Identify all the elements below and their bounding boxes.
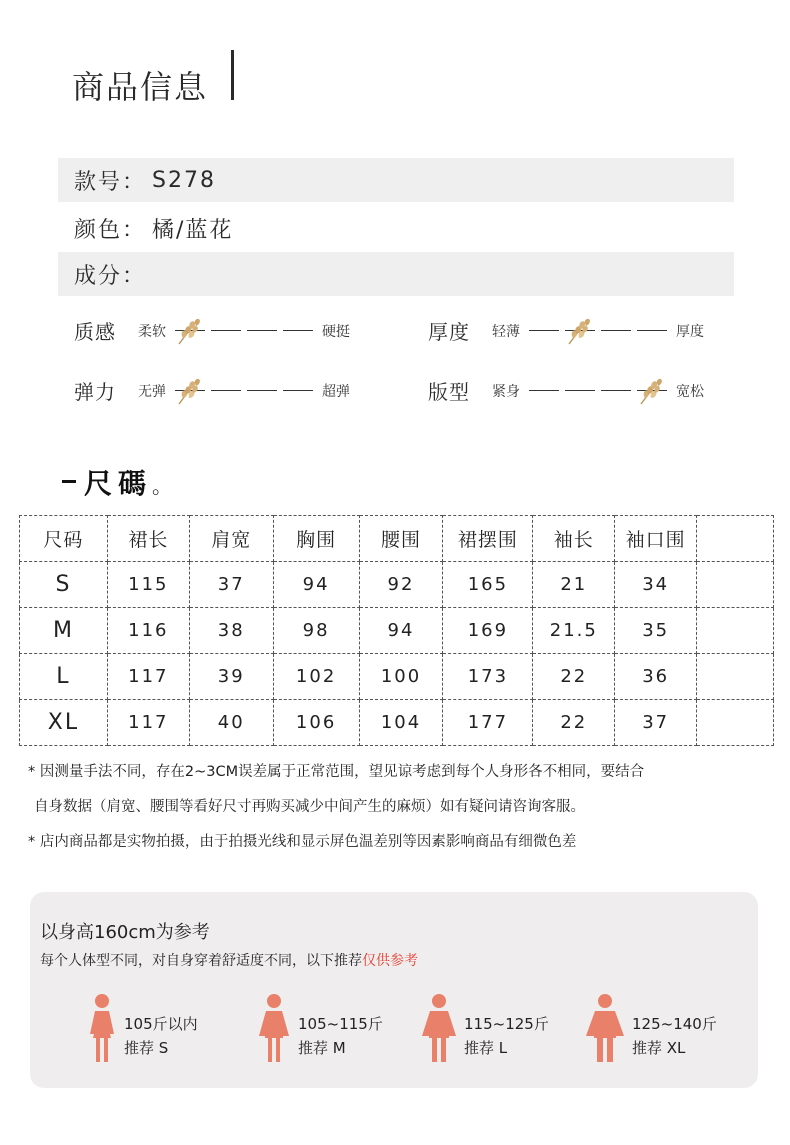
size-title-dot: 。 bbox=[152, 474, 173, 498]
size-section-title bbox=[62, 462, 172, 502]
size-label-cell: L bbox=[20, 654, 108, 700]
figure-weight: 115~125斤 bbox=[464, 1015, 549, 1033]
scale-segment bbox=[565, 330, 595, 331]
figure-xl bbox=[582, 992, 717, 1064]
size-label-cell: M bbox=[20, 608, 108, 654]
wheat-leaf-icon bbox=[565, 314, 595, 346]
note-color: * 店内商品都是实物拍摄，由于拍摄光线和显示屏色温差别等因素影响商品有细微色差 bbox=[28, 834, 577, 850]
table-cell: 165 bbox=[443, 562, 533, 608]
color-label: 颜色： bbox=[74, 217, 147, 243]
table-cell: 34 bbox=[615, 562, 697, 608]
table-cell: 35 bbox=[615, 608, 697, 654]
table-cell: 40 bbox=[189, 700, 273, 746]
scale-segment bbox=[529, 330, 559, 331]
reference-subtitle-accent: 仅供参考 bbox=[362, 953, 418, 969]
table-row bbox=[20, 562, 774, 608]
table-header-cell: 胸围 bbox=[273, 516, 359, 562]
size-table bbox=[19, 515, 774, 746]
scale-segment bbox=[247, 330, 277, 331]
attr-name: 弹力 bbox=[74, 380, 116, 404]
woman-figure-icon bbox=[254, 992, 294, 1064]
attr-low: 柔软 bbox=[138, 323, 166, 340]
wheat-leaf-icon bbox=[175, 374, 205, 406]
note-measure-2: 自身数据（肩宽、腰围等看好尺寸再购买减少中间产生的麻烦）如有疑问请咨询客服。 bbox=[34, 799, 585, 815]
attr-high: 宽松 bbox=[676, 383, 704, 400]
table-header-cell bbox=[697, 516, 774, 562]
table-cell: 104 bbox=[359, 700, 443, 746]
table-header-cell: 裙长 bbox=[107, 516, 189, 562]
woman-figure-icon bbox=[418, 992, 460, 1064]
table-cell bbox=[697, 562, 774, 608]
table-cell: 169 bbox=[443, 608, 533, 654]
color-value: 橘/蓝花 bbox=[152, 217, 234, 243]
title-dash bbox=[62, 480, 76, 483]
attr-low: 轻薄 bbox=[492, 323, 520, 340]
section-title: 商品信息 bbox=[72, 68, 209, 106]
style-number-row bbox=[58, 158, 734, 202]
scale-segment bbox=[211, 390, 241, 391]
attr-fit bbox=[428, 376, 704, 405]
table-cell: 116 bbox=[107, 608, 189, 654]
figure-recommend: 推荐 L bbox=[464, 1039, 508, 1057]
title-divider bbox=[231, 50, 234, 100]
table-cell: 21 bbox=[533, 562, 615, 608]
figure-recommend: 推荐 XL bbox=[632, 1039, 686, 1057]
table-cell: 39 bbox=[189, 654, 273, 700]
style-number-label: 款号： bbox=[74, 169, 147, 195]
table-cell: 22 bbox=[533, 654, 615, 700]
table-cell: 38 bbox=[189, 608, 273, 654]
attr-name: 厚度 bbox=[428, 320, 470, 344]
attr-scale bbox=[526, 330, 670, 331]
scale-segment bbox=[175, 330, 205, 331]
figure-weight: 105斤以内 bbox=[124, 1015, 198, 1033]
figure-l bbox=[418, 992, 549, 1064]
table-header-cell: 肩宽 bbox=[189, 516, 273, 562]
figure-weight: 125~140斤 bbox=[632, 1015, 717, 1033]
scale-segment bbox=[601, 330, 631, 331]
attr-scale bbox=[172, 330, 316, 331]
figure-weight: 105~115斤 bbox=[298, 1015, 383, 1033]
table-header-row bbox=[20, 516, 774, 562]
wheat-leaf-icon bbox=[175, 314, 205, 346]
table-cell: 115 bbox=[107, 562, 189, 608]
scale-segment bbox=[565, 390, 595, 391]
woman-figure-icon bbox=[84, 992, 120, 1064]
table-row bbox=[20, 700, 774, 746]
table-header-cell: 裙摆围 bbox=[443, 516, 533, 562]
figure-s bbox=[84, 992, 198, 1064]
table-cell: 94 bbox=[359, 608, 443, 654]
attr-name: 质感 bbox=[74, 320, 116, 344]
table-cell: 22 bbox=[533, 700, 615, 746]
table-header-cell: 尺码 bbox=[20, 516, 108, 562]
woman-figure-icon bbox=[582, 992, 628, 1064]
attr-scale bbox=[172, 390, 316, 391]
reference-panel bbox=[30, 892, 758, 1088]
size-label-cell: S bbox=[20, 562, 108, 608]
fabric-label: 成分： bbox=[74, 263, 147, 289]
scale-segment bbox=[283, 390, 313, 391]
attr-thickness bbox=[428, 316, 704, 345]
size-title-text: 尺碼 bbox=[84, 467, 153, 500]
scale-segment bbox=[247, 390, 277, 391]
scale-segment bbox=[601, 390, 631, 391]
reference-title: 以身高160cm为参考 bbox=[40, 922, 210, 943]
table-cell: 173 bbox=[443, 654, 533, 700]
style-number-value: S278 bbox=[152, 167, 216, 193]
table-row bbox=[20, 608, 774, 654]
scale-segment bbox=[175, 390, 205, 391]
table-cell: 102 bbox=[273, 654, 359, 700]
fabric-row bbox=[58, 252, 734, 296]
table-cell: 21.5 bbox=[533, 608, 615, 654]
scale-segment bbox=[211, 330, 241, 331]
attr-high: 超弹 bbox=[322, 383, 350, 400]
table-cell bbox=[697, 608, 774, 654]
note-measure-1: * 因测量手法不同，存在2~3CM误差属于正常范围，望见谅考虑到每个人身形各不相同，要结合 bbox=[28, 764, 645, 780]
table-cell: 92 bbox=[359, 562, 443, 608]
attr-texture bbox=[74, 316, 350, 345]
table-row bbox=[20, 654, 774, 700]
table-cell: 106 bbox=[273, 700, 359, 746]
table-cell: 37 bbox=[189, 562, 273, 608]
table-cell: 117 bbox=[107, 700, 189, 746]
table-cell bbox=[697, 654, 774, 700]
figure-recommend: 推荐 M bbox=[298, 1039, 346, 1057]
scale-segment bbox=[637, 330, 667, 331]
attr-name: 版型 bbox=[428, 380, 470, 404]
size-label-cell: XL bbox=[20, 700, 108, 746]
scale-segment bbox=[283, 330, 313, 331]
table-cell: 98 bbox=[273, 608, 359, 654]
wheat-leaf-icon bbox=[637, 374, 667, 406]
attr-scale bbox=[526, 390, 670, 391]
attr-elasticity bbox=[74, 376, 350, 405]
table-cell: 94 bbox=[273, 562, 359, 608]
reference-subtitle bbox=[40, 950, 418, 970]
table-cell: 37 bbox=[615, 700, 697, 746]
table-cell: 117 bbox=[107, 654, 189, 700]
table-header-cell: 腰围 bbox=[359, 516, 443, 562]
color-row bbox=[58, 206, 734, 250]
figure-m bbox=[254, 992, 383, 1064]
scale-segment bbox=[637, 390, 667, 391]
reference-subtitle-text: 每个人体型不同，对自身穿着舒适度不同，以下推荐 bbox=[40, 953, 362, 969]
attr-low: 紧身 bbox=[492, 383, 520, 400]
table-header-cell: 袖长 bbox=[533, 516, 615, 562]
figure-recommend: 推荐 S bbox=[124, 1039, 169, 1057]
table-cell: 36 bbox=[615, 654, 697, 700]
table-cell: 177 bbox=[443, 700, 533, 746]
table-header-cell: 袖口围 bbox=[615, 516, 697, 562]
scale-segment bbox=[529, 390, 559, 391]
table-cell: 100 bbox=[359, 654, 443, 700]
attr-high: 硬挺 bbox=[322, 323, 350, 340]
attr-low: 无弹 bbox=[138, 383, 166, 400]
table-cell bbox=[697, 700, 774, 746]
attr-high: 厚度 bbox=[676, 323, 704, 340]
